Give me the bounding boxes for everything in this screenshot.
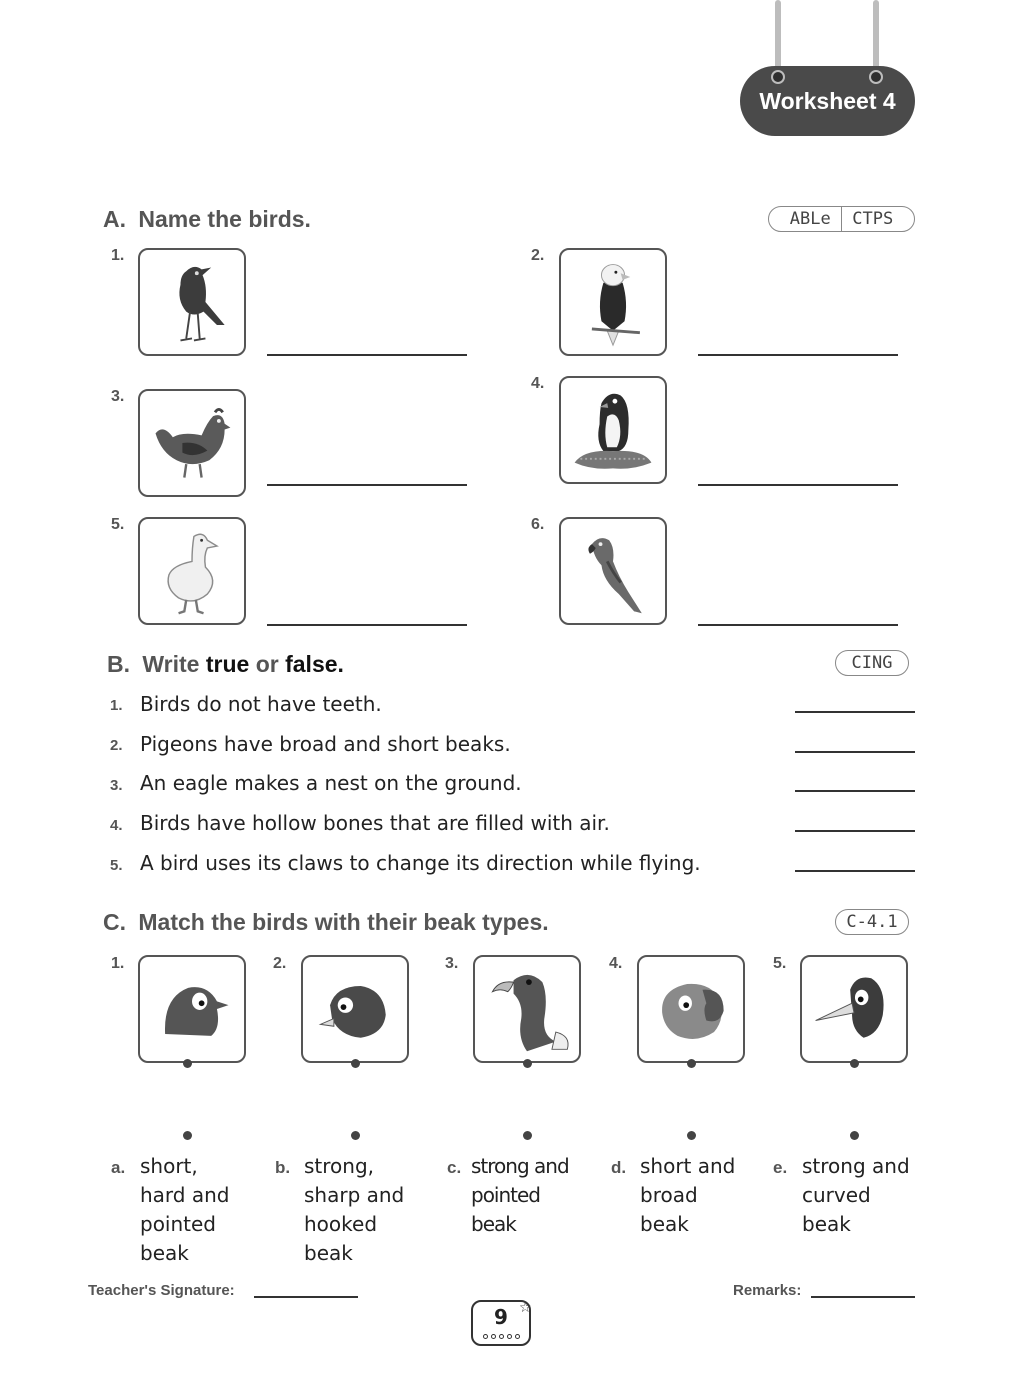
option-dot-b[interactable]	[351, 1131, 360, 1140]
statement-number: 4.	[110, 817, 123, 834]
option-text: short and broad beak	[640, 1154, 736, 1236]
hen-picture	[138, 389, 246, 497]
parrot-head-icon	[643, 961, 739, 1057]
parrot-icon	[565, 523, 661, 619]
item-number: 6.	[531, 516, 545, 533]
answer-line-6[interactable]	[698, 624, 898, 626]
tag-hanger-left	[775, 0, 781, 72]
duck-icon	[144, 523, 240, 619]
section-c-skill-badge	[835, 909, 909, 935]
statement-text: An eagle makes a nest on the ground.	[140, 771, 522, 795]
duck-picture	[138, 517, 246, 625]
statement-text: Pigeons have broad and short beaks.	[140, 732, 511, 756]
bird-number: 3.	[445, 955, 459, 972]
bird-dot-1[interactable]	[183, 1059, 192, 1068]
tag-hanger-right	[873, 0, 879, 72]
crow-icon	[144, 254, 240, 350]
star-icon: ☆	[519, 1300, 532, 1316]
bird-dot-3[interactable]	[523, 1059, 532, 1068]
bird-dot-4[interactable]	[687, 1059, 696, 1068]
bird-number: 2.	[273, 955, 287, 972]
bird-head-picture-1	[138, 955, 246, 1063]
option-letter: b.	[275, 1158, 291, 1177]
title-end: .	[337, 651, 344, 677]
teacher-signature-label: Teacher's Signature:	[88, 1282, 235, 1299]
worksheet-tag: Worksheet 4	[740, 66, 915, 136]
remarks-line[interactable]	[811, 1296, 915, 1298]
section-c-title: Match the birds with their beak types.	[138, 909, 549, 935]
section-b-heading	[107, 651, 344, 678]
skill-ctps: CTPS	[852, 209, 894, 229]
section-a-skill-badge	[768, 206, 915, 232]
bird-dot-2[interactable]	[351, 1059, 360, 1068]
bird-number: 4.	[609, 955, 623, 972]
item-number: 4.	[531, 375, 545, 392]
page-number: 9	[494, 1305, 508, 1329]
option-text: strong and pointed beak	[471, 1154, 569, 1236]
bird-head-picture-2	[301, 955, 409, 1063]
pigeon-head-icon	[307, 961, 403, 1057]
eagle-picture	[559, 248, 667, 356]
option-dot-a[interactable]	[183, 1131, 192, 1140]
answer-line-3[interactable]	[267, 484, 467, 486]
option-letter: c.	[447, 1158, 462, 1177]
remarks-label: Remarks:	[733, 1282, 802, 1299]
statement-number: 5.	[110, 857, 123, 874]
page-badge-dots	[483, 1334, 520, 1339]
answer-line-4[interactable]	[698, 484, 898, 486]
tf-answer-line-3[interactable]	[795, 790, 915, 792]
title-prefix: Write	[142, 651, 206, 677]
sparrow-head-icon	[144, 961, 240, 1057]
penguin-icon	[565, 382, 661, 478]
statement-text: Birds have hollow bones that are filled with air.	[140, 811, 610, 835]
woodpecker-head-icon	[806, 961, 902, 1057]
statement-number: 2.	[110, 737, 123, 754]
option-text: short, hard and pointed beak	[140, 1154, 230, 1265]
bird-head-picture-5	[800, 955, 908, 1063]
option-text: strong and curved beak	[802, 1154, 910, 1236]
answer-line-1[interactable]	[267, 354, 467, 356]
section-b-title	[142, 651, 344, 677]
option-letter: e.	[773, 1158, 788, 1177]
section-a-letter: A.	[103, 206, 126, 232]
statement-text: A bird uses its claws to change its direction while flying.	[140, 851, 701, 875]
item-number: 2.	[531, 247, 545, 264]
tag-hole-left	[771, 70, 785, 84]
penguin-picture	[559, 376, 667, 484]
answer-line-2[interactable]	[698, 354, 898, 356]
section-a-title: Name the birds.	[138, 206, 311, 232]
statement-number: 3.	[110, 777, 123, 794]
tf-answer-line-5[interactable]	[795, 870, 915, 872]
tf-answer-line-1[interactable]	[795, 711, 915, 713]
section-b-skill-badge	[835, 650, 909, 676]
tf-answer-line-4[interactable]	[795, 830, 915, 832]
option-dot-e[interactable]	[850, 1131, 859, 1140]
vulture-head-icon	[479, 961, 575, 1057]
section-c-letter: C.	[103, 909, 126, 935]
section-b-letter: B.	[107, 651, 130, 677]
skill-c-4-1: C-4.1	[846, 912, 898, 932]
option-dot-c[interactable]	[523, 1131, 532, 1140]
option-letter: d.	[611, 1158, 627, 1177]
section-a-heading	[103, 206, 311, 233]
option-letter: a.	[111, 1158, 126, 1177]
parrot-picture	[559, 517, 667, 625]
tag-hole-right	[869, 70, 883, 84]
bird-dot-5[interactable]	[850, 1059, 859, 1068]
item-number: 1.	[111, 247, 125, 264]
eagle-icon	[565, 254, 661, 350]
item-number: 3.	[111, 388, 125, 405]
bird-head-picture-3	[473, 955, 581, 1063]
item-number: 5.	[111, 516, 125, 533]
skill-able: ABLe	[789, 209, 831, 229]
teacher-signature-line[interactable]	[254, 1296, 358, 1298]
title-false: false	[285, 651, 338, 677]
hen-icon	[144, 395, 240, 491]
section-c-heading	[103, 909, 549, 936]
tf-answer-line-2[interactable]	[795, 751, 915, 753]
answer-line-5[interactable]	[267, 624, 467, 626]
bird-number: 5.	[773, 955, 787, 972]
crow-picture	[138, 248, 246, 356]
title-mid: or	[249, 651, 286, 677]
option-dot-d[interactable]	[687, 1131, 696, 1140]
bird-number: 1.	[111, 955, 125, 972]
option-text: strong, sharp and hooked beak	[304, 1154, 405, 1265]
statement-number: 1.	[110, 697, 123, 714]
title-true: true	[205, 651, 250, 677]
statement-text: Birds do not have teeth.	[140, 692, 382, 716]
skill-cing: CING	[851, 653, 893, 673]
bird-head-picture-4	[637, 955, 745, 1063]
